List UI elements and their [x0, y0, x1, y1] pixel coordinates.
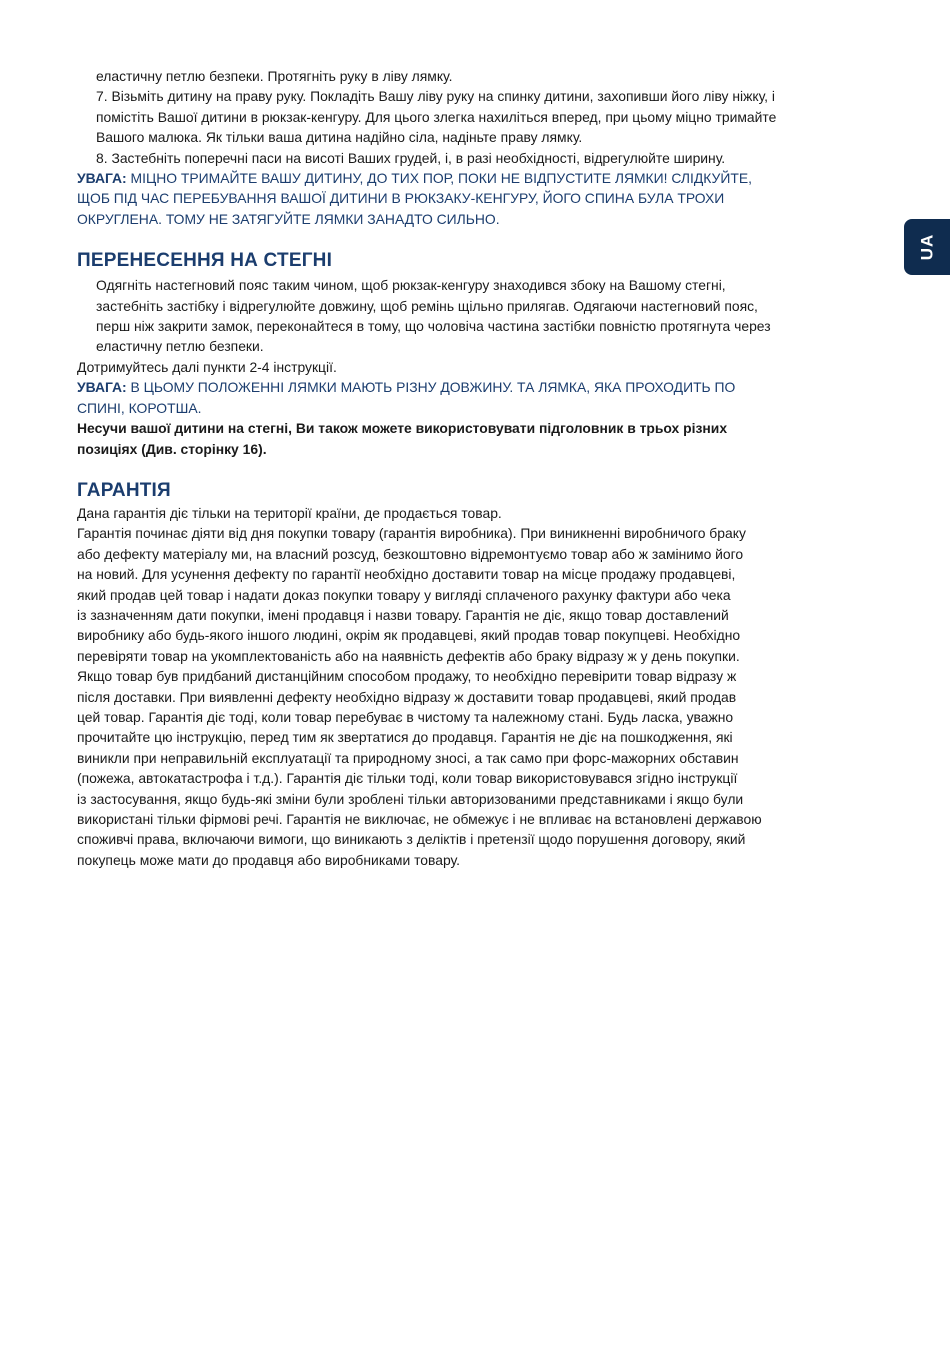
paragraph-line: Вашого малюка. Як тільки ваша дитина надійно сіла, надіньте праву лямку. — [96, 129, 583, 146]
paragraph-line: Дотримуйтесь далі пункти 2-4 інструкції. — [77, 358, 337, 375]
warranty-line: або дефекту матеріалу ми, на власний розсуд, безкоштовно відремонтуємо товар або ж замінимо його — [77, 545, 744, 562]
paragraph-line: 8. Застебніть поперечні паси на висоті Ваших грудей, і, в разі необхідності, відрегулюйте ширину. — [96, 149, 726, 166]
warning-label: УВАГА: — [77, 170, 127, 187]
warranty-line: прочитайте цю інструкцію, перед тим як звертатися до продавця. Гарантія не діє на пошкодження, які — [77, 729, 733, 746]
warranty-line: Гарантія починає діяти від дня покупки товару (гарантія виробника). При виникненні виробничого браку — [77, 525, 746, 542]
paragraph-line: помістіть Вашої дитини в рюкзак-кенгуру. Для цього злегка нахиліться вперед, при цьому міцно тримайте — [96, 108, 777, 125]
language-tab-label: UA — [917, 233, 936, 261]
warranty-section — [77, 503, 877, 870]
warning-line: ОКРУГЛЕНА. ТОМУ НЕ ЗАТЯГУЙТЕ ЛЯМКИ ЗАНАДТО СИЛЬНО. — [77, 210, 500, 227]
bold-note-line: Несучи вашої дитини на стегні, Ви також можете використовувати підголовник в трьох різних — [77, 420, 728, 437]
section-title-hip-carry: ПЕРЕНЕСЕННЯ НА СТЕГНІ — [77, 250, 333, 272]
warning-line — [77, 168, 877, 188]
warranty-line: із застосування, якщо будь-які зміни були зроблені тільки авторизованими представниками і якщо були — [77, 790, 744, 807]
warranty-line: цей товар. Гарантія діє тоді, коли товар перебуває в чистому та належному стані. Будь ласка, уважно — [77, 708, 734, 725]
warning-text: В ЦЬОМУ ПОЛОЖЕННІ ЛЯМКИ МАЮТЬ РІЗНУ ДОВЖИНУ. ТА ЛЯМКА, ЯКА ПРОХОДИТЬ ПО — [126, 379, 736, 396]
language-tab — [904, 219, 950, 275]
warranty-line: виробнику або будь-якого іншого людині, окрім як продавцеві, який продав товар покупцеві. Необхідно — [77, 627, 741, 644]
warranty-line: перевіряти товар на укомплектованість або на наявність дефектів або браку відразу ж у день покупки. — [77, 647, 740, 664]
warranty-line: який продав цей товар і надати доказ покупки товару у вигляді сплаченого рахунку фактури або чека — [77, 586, 731, 603]
section-title-warranty: ГАРАНТІЯ — [77, 479, 171, 501]
warranty-line: використані тільки фірмові речі. Гарантія не виключає, не обмежує і не впливає на встановлені державою — [77, 811, 762, 827]
paragraph-line: 7. Візьміть дитину на праву руку. Покладіть Вашу ліву руку на спинку дитини, захопивши його ліву ніжку, і — [96, 88, 775, 105]
paragraph-line: еластичну петлю безпеки. — [96, 338, 264, 355]
document-page — [77, 66, 877, 870]
warning-line: ЩОБ ПІД ЧАС ПЕРЕБУВАННЯ ВАШОЇ ДИТИНИ В РЮКЗАКУ-КЕНГУРУ, ЙОГО СПИНА БУЛА ТРОХИ — [77, 190, 725, 207]
warranty-line: споживчі права, включаючи вимоги, що виникають з деліктів і претензії щодо порушення договору, який — [77, 831, 746, 848]
warranty-line: покупець може мати до продавця або виробниками товару. — [77, 851, 460, 868]
warning-line — [77, 377, 877, 397]
warranty-line: на новий. Для усунення дефекту по гарантії необхідно доставити товар на місце продажу продавцеві, — [77, 566, 736, 583]
paragraph-line: перш ніж закрити замок, переконайтеся в тому, що чоловіча частина застібки повністю протягнута через — [96, 318, 771, 335]
paragraph-line: Одягніть настегновий пояс таким чином, щоб рюкзак-кенгуру знаходився збоку на Вашому стегні, — [96, 277, 726, 294]
warranty-line: виникли при неправильній експлуатації та природному зносі, а так само при форс-мажорних обставин — [77, 749, 739, 766]
paragraph-line: еластичну петлю безпеки. Протягніть руку в ліву лямку. — [96, 68, 453, 84]
warranty-line: Дана гарантія діє тільки на території країни, де продається товар. — [77, 504, 502, 521]
warning-text: МІЦНО ТРИМАЙТЕ ВАШУ ДИТИНУ, ДО ТИХ ПОР, ПОКИ НЕ ВІДПУСТИТЕ ЛЯМКИ! СЛІДКУЙТЕ, — [126, 170, 752, 187]
bold-note-line: позиціях (Див. сторінку 16). — [77, 440, 267, 457]
warranty-line: (пожежа, автокатастрофа і т.д.). Гарантія діє тільки тоді, коли товар використовувався згідно інструкції — [77, 770, 738, 787]
warranty-line: Якщо товар був придбаний дистанційним способом продажу, то необхідно перевірити товар відразу ж — [77, 668, 737, 685]
paragraph-line: застебніть застібку і відрегулюйте довжину, щоб ремінь щільно прилягав. Одягаючи настегновий пояс, — [96, 297, 758, 314]
intro-section — [77, 66, 877, 229]
warranty-line: після доставки. При виявленні дефекту необхідно відразу ж доставити товар продавцеві, який продав — [77, 688, 737, 705]
hip-section — [77, 275, 877, 459]
warning-line: СПИНІ, КОРОТША. — [77, 399, 202, 416]
warning-label: УВАГА: — [77, 379, 127, 396]
warranty-line: із зазначенням дати покупки, імені продавця і назви товару. Гарантія не діє, якщо товар доставлений — [77, 606, 729, 623]
